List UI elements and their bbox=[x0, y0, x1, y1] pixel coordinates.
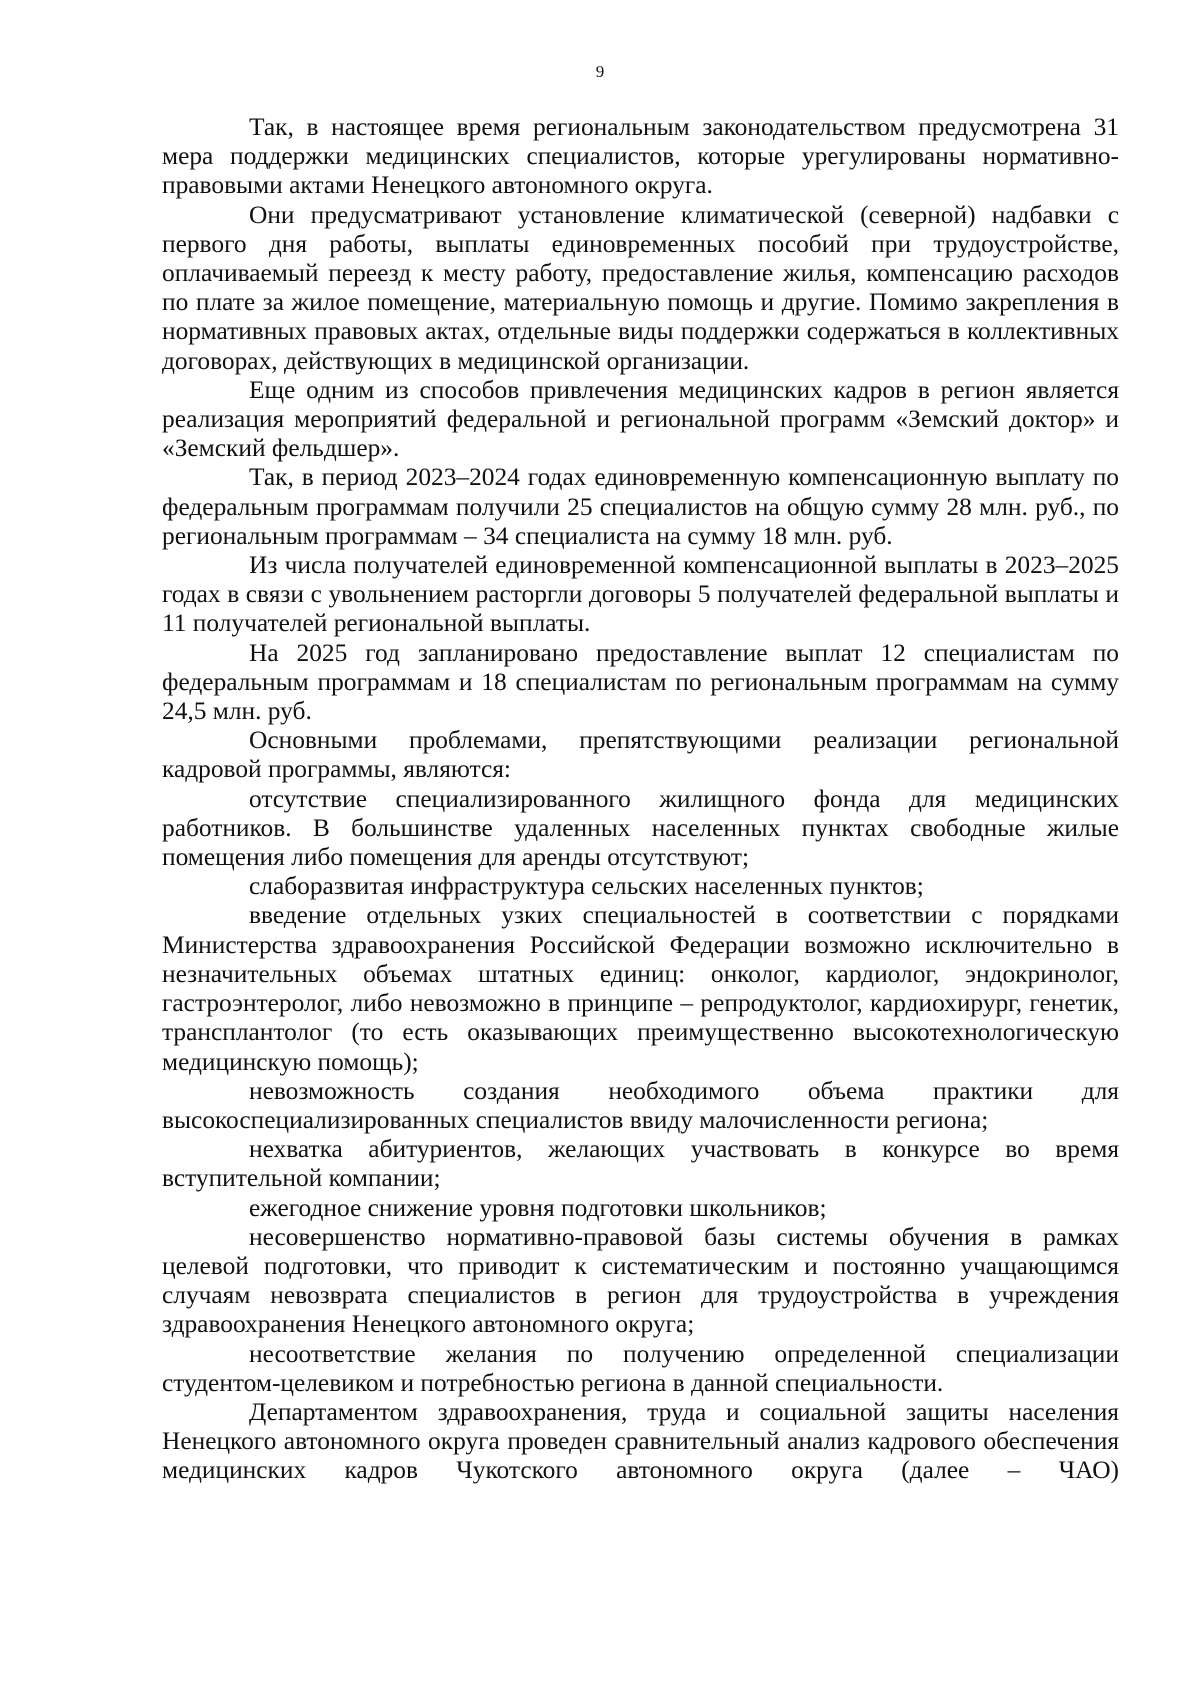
paragraph: Из числа получателей единовременной компенсационной выплаты в 2023–2025 годах в связи с увольнением расторгли договоры 5 получателей федеральной выплаты и 11 получателей региональной выплаты. bbox=[162, 551, 1119, 638]
list-item: несовершенство нормативно-правовой базы системы обучения в рамках целевой подготовки, что приводит к систематическим и постоянно учащающимся случаям невозврата специалистов в регион для трудоустройства в учреждения здравоохранения Ненецкого автономного округа; bbox=[162, 1222, 1119, 1339]
list-item: невозможность создания необходимого объема практики для высокоспециализированных специалистов ввиду малочисленности региона; bbox=[162, 1076, 1119, 1134]
paragraph: Они предусматривают установление климатической (северной) надбавки с первого дня работы, выплаты единовременных пособий при трудоустройстве, оплачиваемый переезд к месту работу, предоставление жилья, компенсацию расходов по плате за жилое помещение, материальную помощь и другие. Помимо закрепления в нормативных правовых актах, отдельные виды поддержки содержаться в коллективных договорах, действующих в медицинской организации. bbox=[162, 200, 1119, 375]
paragraph: На 2025 год запланировано предоставление выплат 12 специалистам по федеральным программам и 18 специалистам по региональным программам на сумму 24,5 млн. руб. bbox=[162, 638, 1119, 726]
paragraph: Так, в настоящее время региональным законодательством предусмотрена 31 мера поддержки медицинских специалистов, которые урегулированы нормативно-правовыми актами Ненецкого автономного округа. bbox=[162, 113, 1119, 200]
list-item: введение отдельных узких специальностей в соответствии с порядками Министерства здравоохранения Российской Федерации возможно исключительно в незначительных объемах штатных единиц: онколог, кардиолог, эндокринолог, гастроэнтеролог, либо невозможно в принципе – репродуктолог, кардиохирург, генетик, трансплантолог (то есть оказывающих преимущественно высокотехнологическую медицинскую помощь); bbox=[162, 901, 1119, 1076]
list-item: нехватка абитуриентов, желающих участвовать в конкурсе во время вступительной компании; bbox=[162, 1135, 1119, 1193]
list-item: несоответствие желания по получению определенной специализации студентом-целевиком и потребностью региона в данной специальности. bbox=[162, 1339, 1119, 1397]
document-body bbox=[162, 113, 1119, 1486]
list-item: слаборазвитая инфраструктура сельских населенных пунктов; bbox=[249, 872, 924, 901]
paragraph: Департаментом здравоохранения, труда и социальной защиты населения Ненецкого автономного округа проведен сравнительный анализ кадрового обеспечения медицинских кадров Чукотского автономного округа (далее – ЧАО) bbox=[162, 1397, 1119, 1485]
page-number: 9 bbox=[595, 62, 605, 81]
paragraph: Основными проблемами, препятствующими реализации региональной кадровой программы, являются: bbox=[162, 726, 1119, 784]
paragraph: Еще одним из способов привлечения медицинских кадров в регион является реализация мероприятий федеральной и региональной программ «Земский доктор» и «Земский фельдшер». bbox=[162, 375, 1119, 463]
list-item: отсутствие специализированного жилищного фонда для медицинских работников. В большинстве удаленных населенных пунктах свободные жилые помещения либо помещения для аренды отсутствуют; bbox=[162, 784, 1119, 872]
list-item: ежегодное снижение уровня подготовки школьников; bbox=[249, 1193, 827, 1222]
paragraph: Так, в период 2023–2024 годах единовременную компенсационную выплату по федеральным программам получили 25 специалистов на общую сумму 28 млн. руб., по региональным программам – 34 специалиста на сумму 18 млн. руб. bbox=[162, 463, 1119, 550]
